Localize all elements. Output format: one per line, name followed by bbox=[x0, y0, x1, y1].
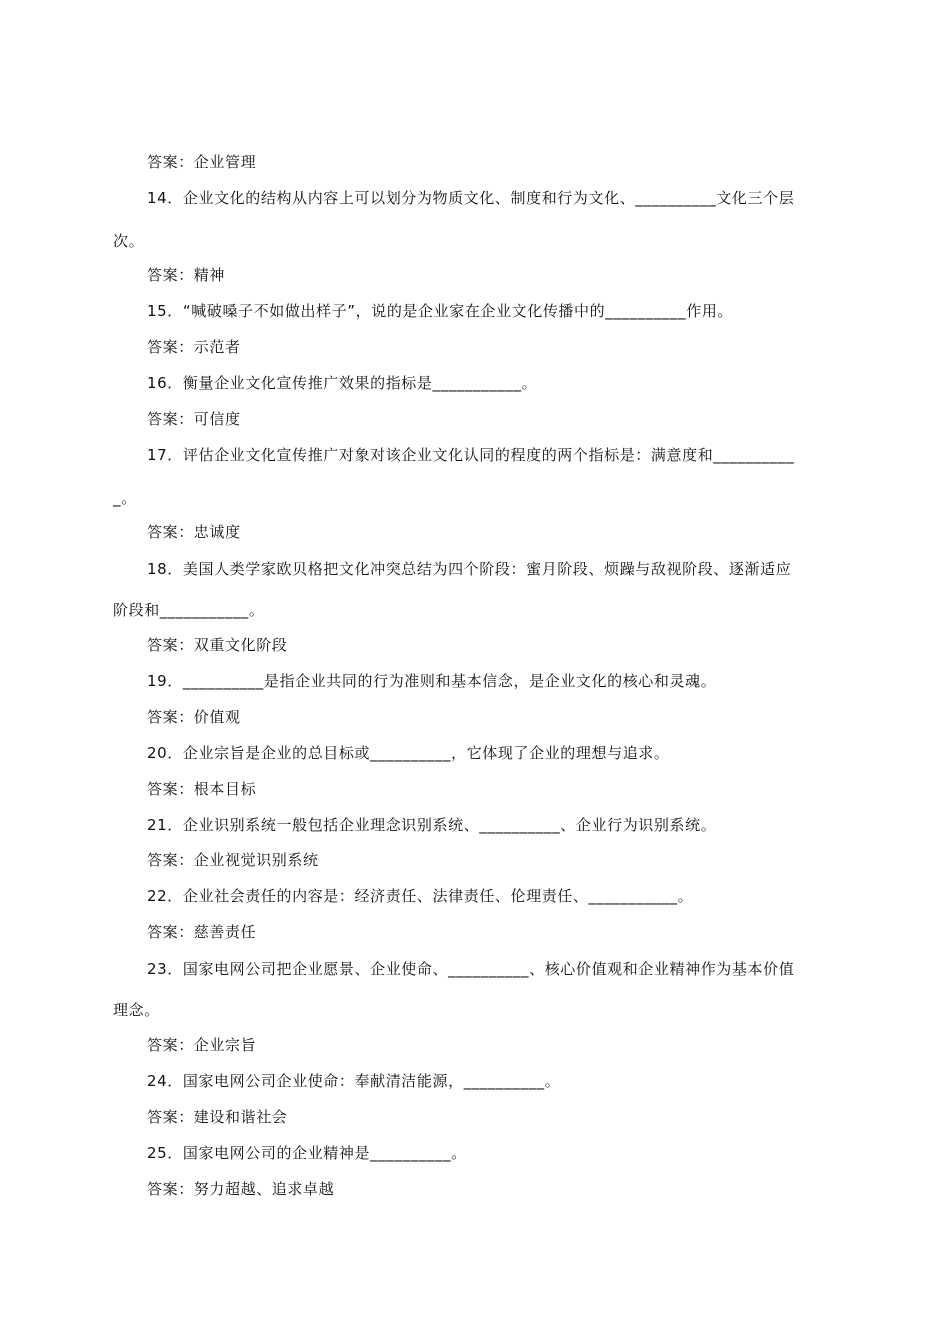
question-line: 23．国家电网公司把企业愿景、企业使命、__________、核心价值观和企业精神作为基本价值 bbox=[147, 960, 795, 978]
continuation-line: 阶段和___________。 bbox=[113, 601, 265, 619]
question-line: 17．评估企业文化宣传推广对象对该企业文化认同的程度的两个指标是：满意度和__________ bbox=[147, 446, 795, 464]
question-line: 20．企业宗旨是企业的总目标或__________，它体现了企业的理想与追求。 bbox=[147, 744, 670, 762]
question-line: 16．衡量企业文化宣传推广效果的指标是___________。 bbox=[147, 374, 538, 392]
answer-line: 答案：慈善责任 bbox=[147, 923, 257, 941]
answer-line: 答案：价值观 bbox=[147, 708, 241, 726]
question-line: 24．国家电网公司企业使命：奉献清洁能源，__________。 bbox=[147, 1072, 561, 1090]
answer-line: 答案：企业宗旨 bbox=[147, 1036, 257, 1054]
continuation-line: _。 bbox=[113, 489, 137, 507]
question-line: 19．__________是指企业共同的行为准则和基本信念，是企业文化的核心和灵魂。 bbox=[147, 672, 717, 690]
answer-line: 答案：精神 bbox=[147, 266, 226, 284]
answer-line: 答案：努力超越、追求卓越 bbox=[147, 1180, 335, 1198]
answer-line: 答案：根本目标 bbox=[147, 780, 257, 798]
continuation-line: 理念。 bbox=[113, 1001, 160, 1019]
answer-line: 答案：可信度 bbox=[147, 410, 241, 428]
question-line: 14．企业文化的结构从内容上可以划分为物质文化、制度和行为文化、__________文化三个层 bbox=[147, 189, 795, 207]
question-line: 25．国家电网公司的企业精神是__________。 bbox=[147, 1144, 467, 1162]
question-line: 15．“喊破嗓子不如做出样子”，说的是企业家在企业文化传播中的__________作用。 bbox=[147, 302, 734, 320]
answer-line: 答案：企业视觉识别系统 bbox=[147, 851, 319, 869]
answer-line: 答案：忠诚度 bbox=[147, 523, 241, 541]
answer-line: 答案：双重文化阶段 bbox=[147, 636, 288, 654]
answer-line: 答案：示范者 bbox=[147, 338, 241, 356]
answer-line: 答案：建设和谐社会 bbox=[147, 1108, 288, 1126]
question-line: 21．企业识别系统一般包括企业理念识别系统、__________、企业行为识别系统。 bbox=[147, 816, 717, 834]
answer-line: 答案：企业管理 bbox=[147, 153, 257, 171]
question-line: 22．企业社会责任的内容是：经济责任、法律责任、伦理责任、___________。 bbox=[147, 887, 694, 905]
continuation-line: 次。 bbox=[113, 232, 145, 250]
question-line: 18．美国人类学家欧贝格把文化冲突总结为四个阶段：蜜月阶段、烦躁与敌视阶段、逐渐适应 bbox=[147, 560, 792, 578]
